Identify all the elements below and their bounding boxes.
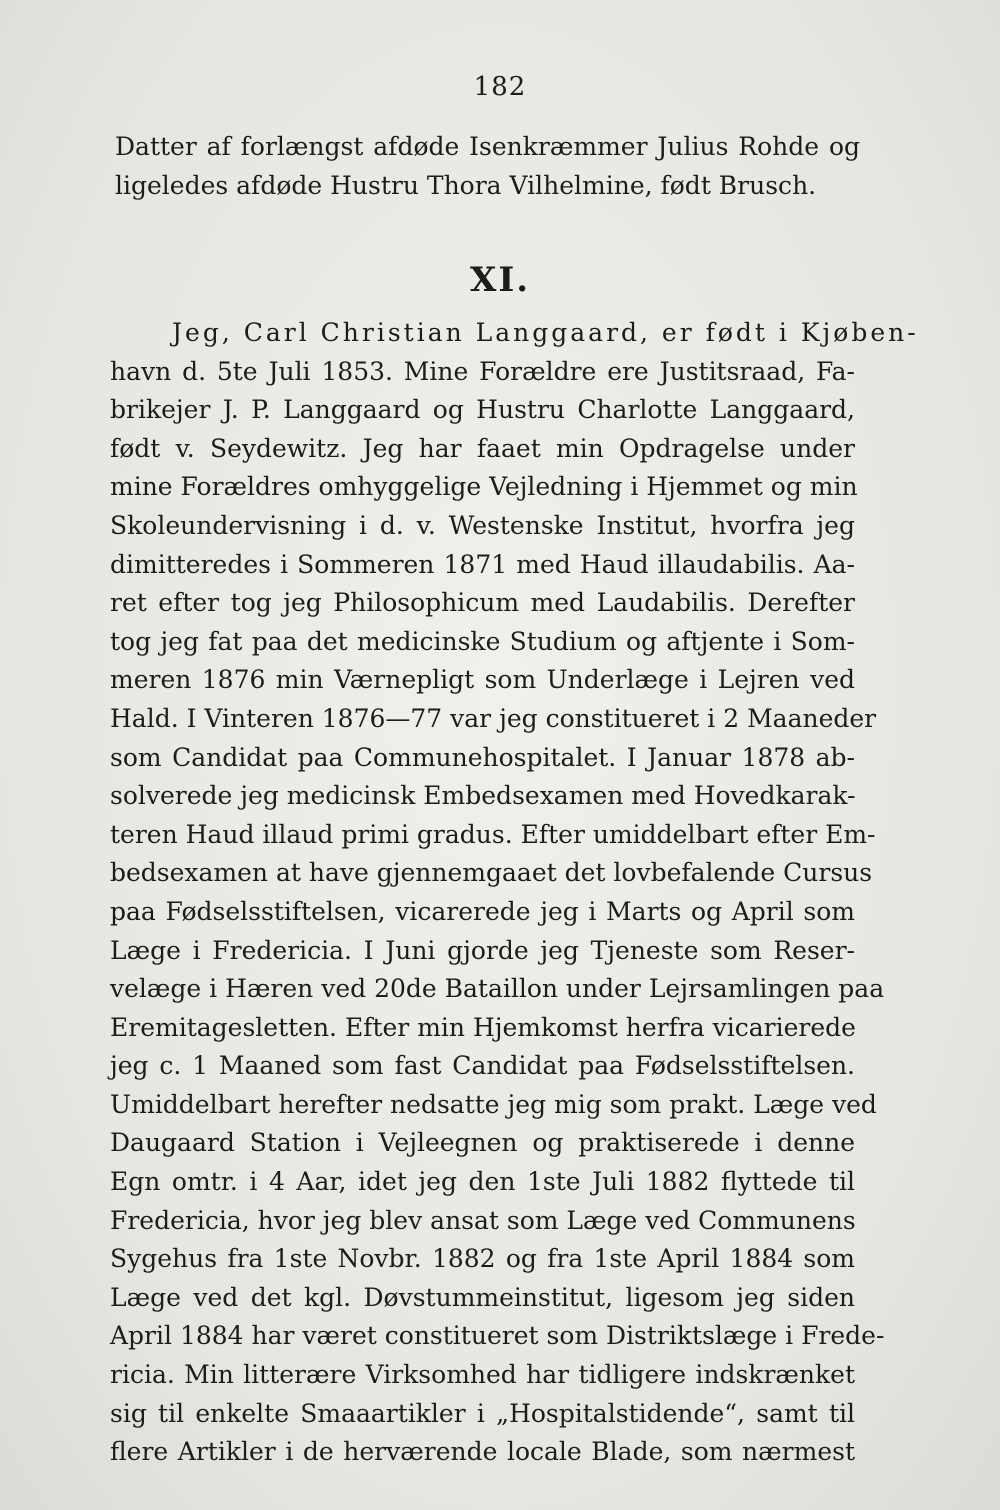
text-line: Umiddelbart herefter nedsatte jeg mig som prakt. Læge ved	[110, 1089, 877, 1119]
text-line: bedsexamen at have gjennemgaaet det lovbefalende Cursus	[110, 858, 873, 888]
text-line: brikejer J. P. Langgaard og Hustru Charlotte Langgaard,	[110, 395, 855, 425]
text-line: sig til enkelte Smaaartikler i „Hospitalstidende“, samt til	[110, 1398, 855, 1428]
text-line: tog jeg fat paa det medicinske Studium og aftjente i Som-	[110, 626, 855, 656]
text-line: Sygehus fra 1ste Novbr. 1882 og fra 1ste April 1884 som	[110, 1244, 855, 1274]
text-line: meren 1876 min Værnepligt som Underlæge i Lejren ved	[110, 665, 855, 695]
text-line: April 1884 har været constitueret som Distriktslæge i Frede-	[110, 1321, 885, 1351]
text-line: Fredericia, hvor jeg blev ansat som Læge ved Communens	[110, 1205, 856, 1235]
text-line: havn d. 5te Juli 1853. Mine Forældre ere Justitsraad, Fa-	[110, 356, 855, 386]
page-number: 182	[473, 72, 527, 102]
text-line: Læge i Fredericia. I Juni gjorde jeg Tjeneste som Reser-	[110, 935, 855, 965]
text-line: paa Fødselsstiftelsen, vicarerede jeg i Marts og April som	[110, 896, 855, 926]
text-line: Skoleundervisning i d. v. Westenske Institut, hvorfra jeg	[110, 510, 855, 540]
text-line: ligeledes afdøde Hustru Thora Vilhelmine, født Brusch.	[115, 170, 817, 200]
text-line: Eremitagesletten. Efter min Hjemkomst herfra vicarierede	[110, 1012, 856, 1042]
section-heading: XI.	[469, 260, 531, 300]
text-line: Hald. I Vinteren 1876—77 var jeg constitueret i 2 Maaneder	[110, 703, 877, 733]
text-line: jeg c. 1 Maaned som fast Candidat paa Fødselsstiftelsen.	[110, 1051, 855, 1081]
text-line: Egn omtr. i 4 Aar, idet jeg den 1ste Juli 1882 flyttede til	[110, 1167, 855, 1197]
text-line: Daugaard Station i Vejleegnen og praktiserede i denne	[110, 1128, 855, 1158]
text-line: ricia. Min litterære Virksomhed har tidligere indskrænket	[110, 1360, 855, 1390]
intro-paragraph	[115, 128, 860, 205]
body-paragraph	[110, 314, 919, 1472]
text-line: ret efter tog jeg Philosophicum med Laudabilis. Derefter	[110, 588, 855, 618]
text-line: solverede jeg medicinsk Embedsexamen med Hovedkarak-	[110, 781, 856, 811]
text-line: teren Haud illaud primi gradus. Efter umiddelbart efter Em-	[110, 819, 876, 849]
text-line: velæge i Hæren ved 20de Bataillon under Lejrsamlingen paa	[110, 974, 885, 1004]
text-line: flere Artikler i de herværende locale Blade, som nærmest	[110, 1437, 855, 1467]
text-line: Datter af forlængst afdøde Isenkræmmer Julius Rohde og	[115, 132, 860, 161]
text-line: født v. Seydewitz. Jeg har faaet min Opdragelse under	[110, 433, 855, 463]
text-line: Jeg, Carl Christian Langgaard, er født i Kjøben-	[172, 318, 919, 347]
text-line: mine Forældres omhyggelige Vejledning i Hjemmet og min	[110, 472, 858, 502]
text-line: Læge ved det kgl. Døvstummeinstitut, ligesom jeg siden	[110, 1282, 855, 1312]
text-line: som Candidat paa Communehospitalet. I Januar 1878 ab-	[110, 742, 855, 772]
text-line: dimitteredes i Sommeren 1871 med Haud illaudabilis. Aa-	[110, 549, 855, 579]
